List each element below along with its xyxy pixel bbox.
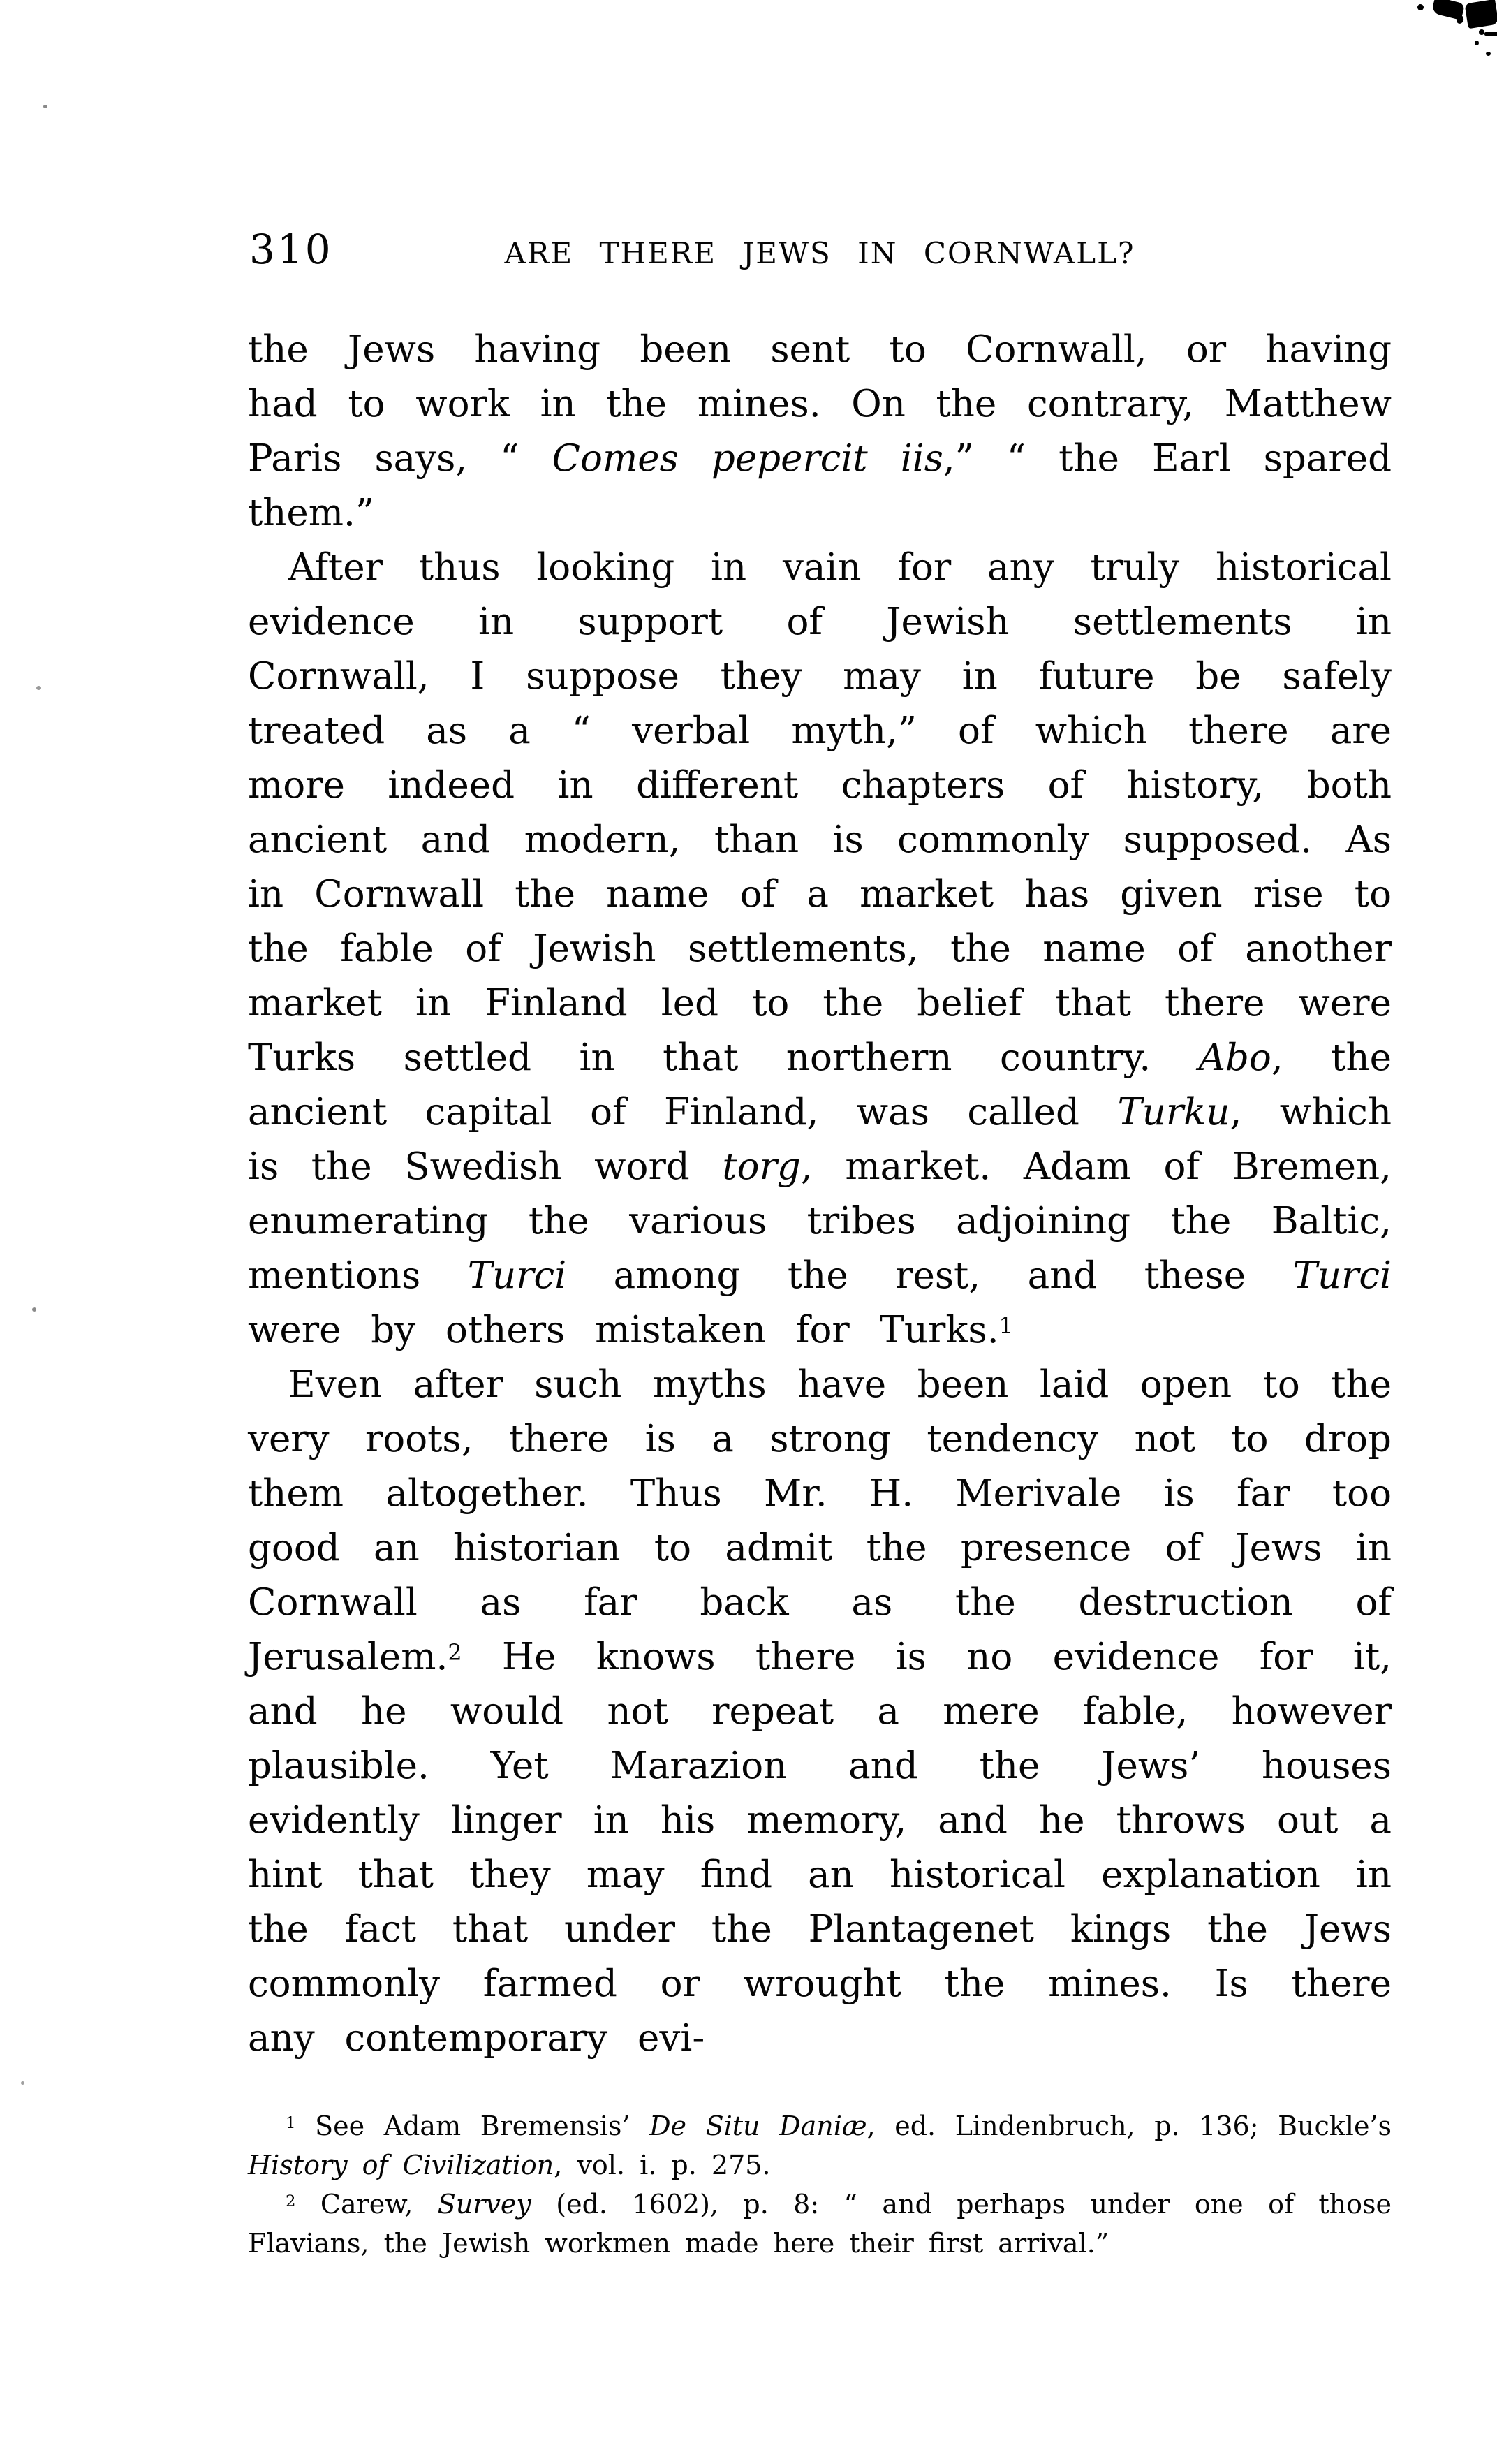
text-run: , ed. Lindenbruch, p. 136; Buckle’s — [867, 2111, 1392, 2141]
text-run: , market. Adam of Bremen, enumerating the various tribes adjoining the Baltic, mentions — [248, 1145, 1392, 1297]
text-run: the Jews having been sent to Cornwall, or having had to work in the mines. On the contrary, Matthew Paris says, “ — [248, 328, 1392, 480]
text-run: , which is the Swedish word — [248, 1091, 1392, 1188]
book-title: Survey — [437, 2189, 531, 2220]
place-name: Abo — [1198, 1036, 1271, 1079]
footnote-reference-2: 2 — [448, 1639, 462, 1666]
latin-word: Turci — [1292, 1254, 1392, 1297]
book-title: De Situ Daniæ — [649, 2111, 867, 2141]
swedish-word: torg — [722, 1145, 801, 1188]
text-run: among the rest, and these — [566, 1254, 1293, 1297]
text-run: See Adam Bremensis’ — [295, 2111, 650, 2141]
running-title: ARE THERE JEWS IN CORNWALL? — [504, 236, 1135, 270]
footnote-2 — [248, 2185, 1392, 2263]
ink-blot — [1475, 41, 1479, 45]
scan-speck — [36, 686, 41, 690]
scan-speck — [43, 105, 47, 108]
scan-speck — [21, 2081, 24, 2085]
ink-blot — [1464, 0, 1497, 29]
footnote-1 — [248, 2106, 1392, 2185]
text-run: , vol. i. p. 275. — [554, 2150, 771, 2180]
book-title: History of Civilization — [248, 2150, 554, 2180]
running-head — [248, 228, 1392, 279]
text-run: were by others mistaken for Turks. — [248, 1309, 999, 1351]
footnote-reference-1: 1 — [998, 1312, 1013, 1339]
text-run: He knows there is no evidence for it, and he would not repeat a mere fable, however plausible. Yet Marazion and the Jews’ houses evidently linger in his memory, and he throws out a hint that they may find an historical explanation in the fact that under the Plantagenet kings the Jews commonly farmed or wrought the mines. Is there any contemporary evi- — [248, 1636, 1392, 2060]
footnote-marker-1: 1 — [286, 2114, 296, 2133]
page-number: 310 — [249, 226, 333, 273]
paragraph-1 — [248, 323, 1392, 541]
paragraph-3 — [248, 1358, 1392, 2066]
text-run: , the ancient capital of Finland, was called — [248, 1036, 1392, 1134]
text-run: Even after such myths have been laid open to the very roots, there is a strong tendency not to drop them altogether. Thus Mr. H. Merivale is far too good an historian to admit the presence of Jews in Cornwall as far back as the destruction of Jerusalem. — [248, 1363, 1392, 1678]
text-run: (ed. 1602), p. 8: “ and perhaps under one of those Flavians, the Jewish workmen made here their first arrival.” — [248, 2189, 1392, 2259]
ink-blot — [1486, 52, 1491, 56]
text-run: Carew, — [295, 2189, 438, 2220]
footnotes — [248, 2106, 1392, 2263]
ink-blot — [1484, 32, 1497, 36]
ink-blot — [1479, 29, 1484, 35]
body-text — [248, 323, 1392, 2066]
scan-speck — [32, 1307, 36, 1312]
place-name: Turku — [1117, 1091, 1230, 1134]
text-block — [248, 228, 1392, 2263]
paragraph-2 — [248, 541, 1392, 1358]
latin-word: Turci — [467, 1254, 567, 1297]
text-run: After thus looking in vain for any truly historical evidence in support of Jewish settlements in Cornwall, I suppose they may in future be safely treated as a “ verbal myth,” of which there are more indeed in different chapters of history, both ancient and modern, than is commonly supposed. As in Cornwall the name of a market has given rise to the fable of Jewish settlements, the name of another market in Finland led to the belief that there were Turks settled in that northern country. — [248, 546, 1392, 1079]
text-run: ,” “ the Earl spared them.” — [248, 437, 1392, 534]
ink-blot — [1417, 4, 1424, 10]
footnote-marker-2: 2 — [286, 2192, 296, 2211]
latin-phrase: Comes pepercit iis — [552, 437, 943, 480]
